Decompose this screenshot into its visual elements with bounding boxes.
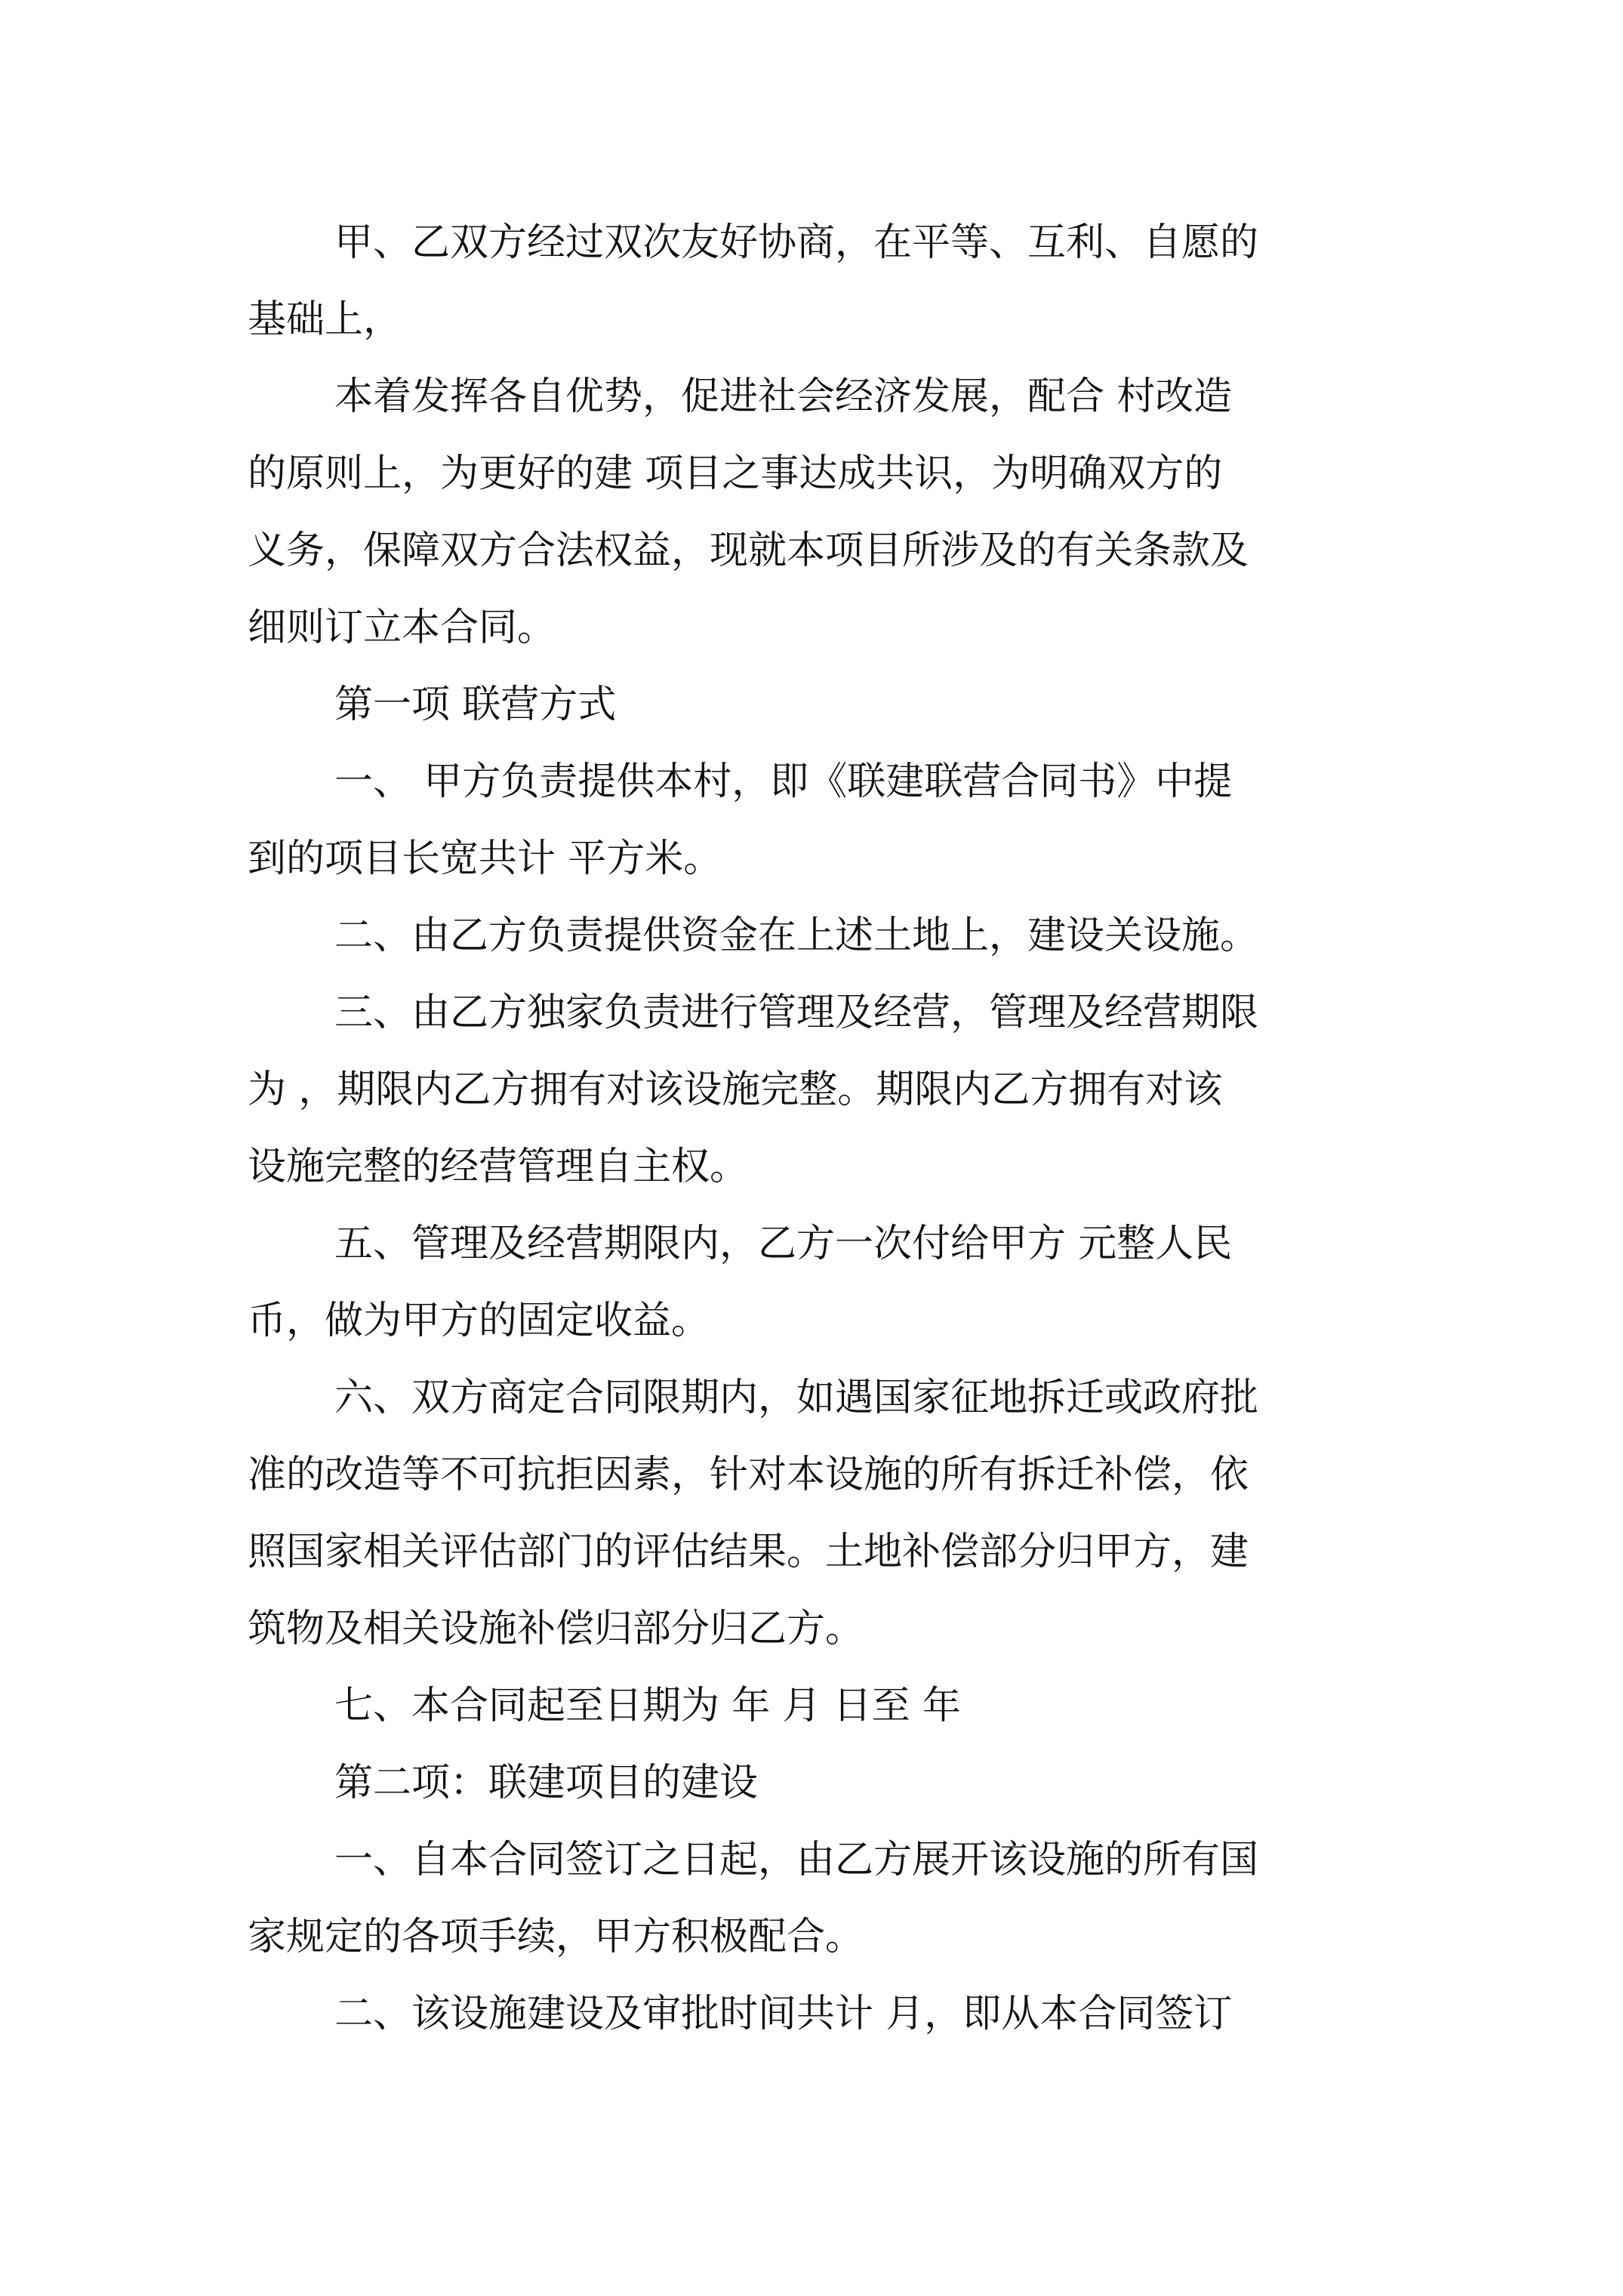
paragraph-line: 的原则上，为更好的建 项目之事达成共识，为明确双方的 [248,451,1223,496]
paragraph-line: 三、由乙方独家负责进行管理及经营，管理及经营期限 [334,991,1259,1035]
paragraph-line: 五、管理及经营期限内，乙方一次付给甲方 元整人民 [334,1222,1233,1266]
paragraph-line: 甲、乙双方经过双次友好协商，在平等、互利、自愿的 [334,220,1259,265]
section-heading: 第一项 联营方式 [334,683,617,727]
paragraph-line: 义务，保障双方合法权益，现就本项目所涉及的有关条款及 [248,529,1249,573]
paragraph-line: 家规定的各项手续，甲方积极配合。 [248,1915,864,1959]
paragraph-line: 一、自本合同签订之日起，由乙方展开该设施的所有国 [334,1838,1259,1882]
paragraph-line: 一、 甲方负责提供本村，即《联建联营合同书》中提 [334,760,1233,804]
paragraph-line: 准的改造等不可抗拒因素，针对本设施的所有拆迁补偿，依 [248,1453,1249,1497]
section-heading: 第二项：联建项目的建设 [334,1761,759,1805]
paragraph-line: 基础上， [248,297,402,342]
paragraph-line: 筑物及相关设施补偿归部分归乙方。 [248,1607,864,1651]
paragraph-line: 设施完整的经营管理自主权。 [248,1145,749,1189]
paragraph-line: 币，做为甲方的固定收益。 [248,1299,710,1343]
paragraph-line: 二、由乙方负责提供资金在上述土地上，建设关设施。 [334,914,1259,958]
paragraph-line: 为 ，期限内乙方拥有对该设施完整。期限内乙方拥有对该 [248,1068,1223,1112]
paragraph-line: 细则订立本合同。 [248,606,556,650]
paragraph-line: 照国家相关评估部门的评估结果。土地补偿部分归甲方，建 [248,1530,1249,1574]
paragraph-line: 六、双方商定合同限期内，如遇国家征地拆迁或政府批 [334,1376,1259,1420]
paragraph-line: 本着发挥各自优势，促进社会经济发展，配合 村改造 [334,374,1233,419]
paragraph-line: 七、本合同起至日期为 年 月 日至 年 [334,1684,961,1728]
paragraph-line: 到的项目长宽共计 平方米。 [248,837,722,881]
paragraph-line: 二、该设施建设及审批时间共计 月，即从本合同签订 [334,1992,1233,2036]
